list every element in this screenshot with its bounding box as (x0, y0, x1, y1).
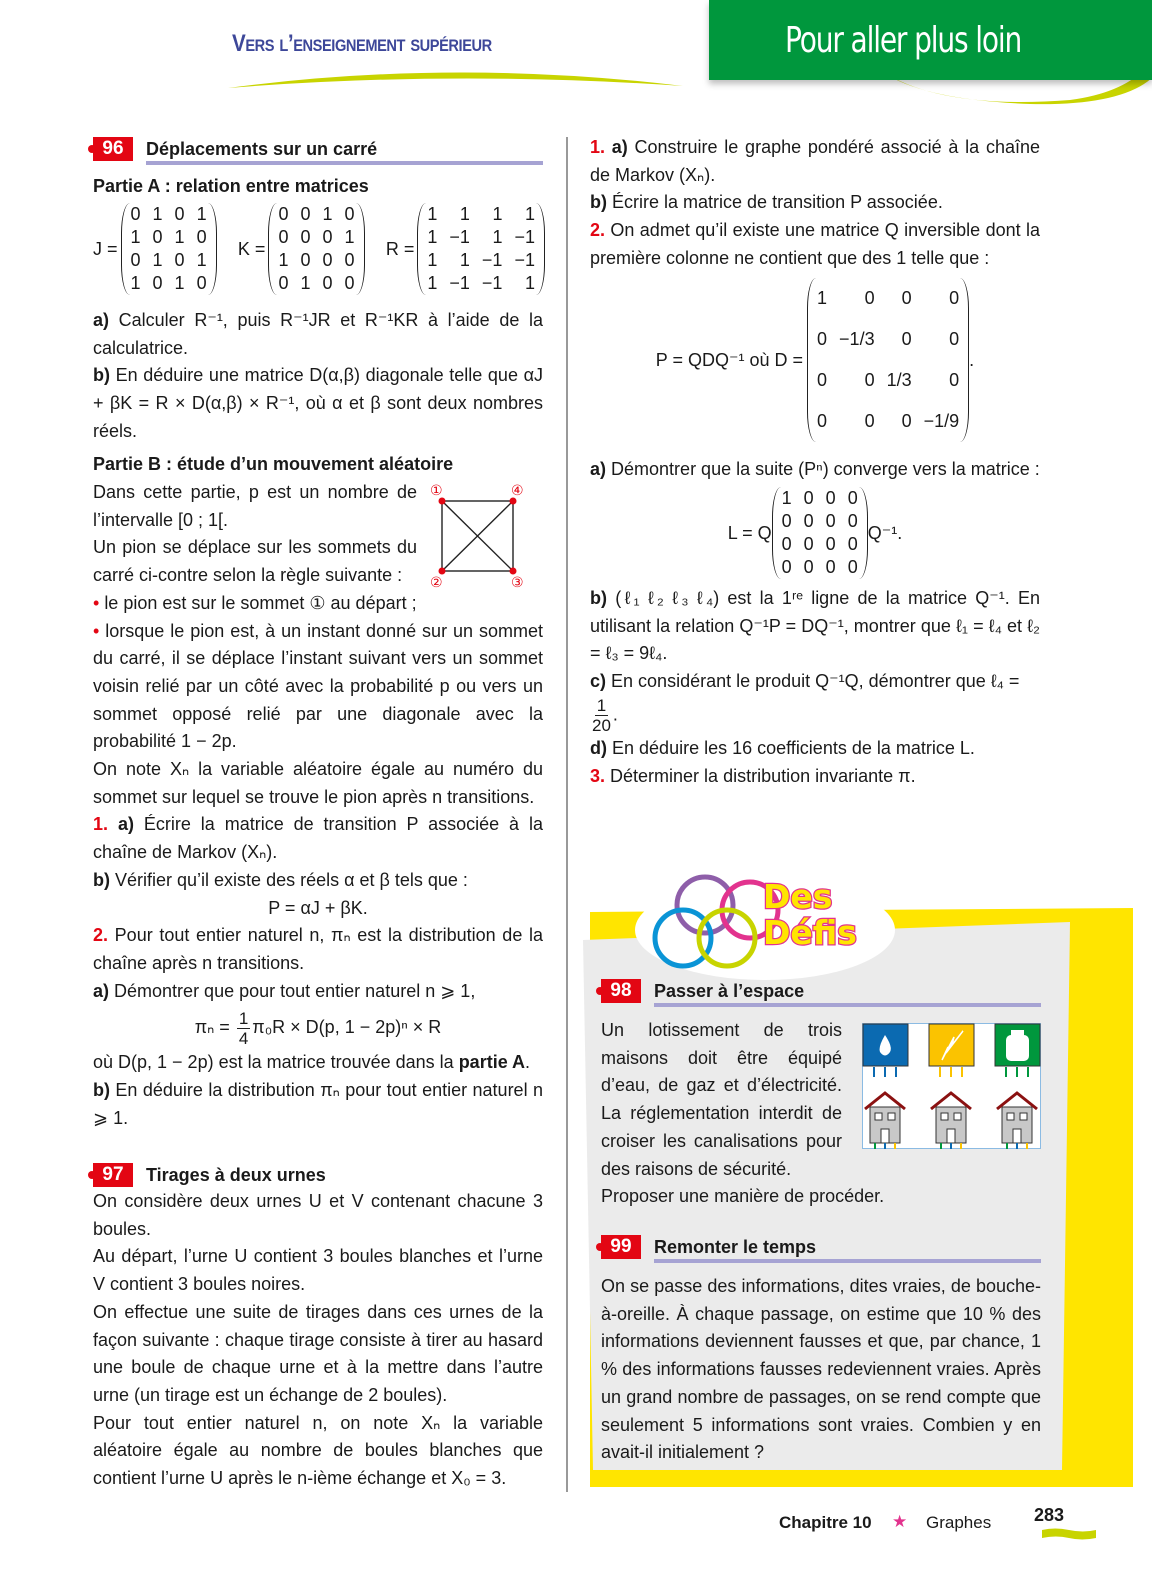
question-2: 2. Pour tout entier naturel n, πₙ est la distribution de la chaîne après n transitions. (93, 925, 543, 973)
matrix-cell: 0 (825, 557, 836, 577)
footer-chapter: Chapitre 10 (779, 1513, 872, 1532)
exercise-title: Passer à l’espace (654, 981, 805, 1001)
matrix-cell: 1 (427, 250, 438, 270)
question-2b: b) (ℓ₁ ℓ₂ ℓ₃ ℓ₄) est la 1ʳᵉ ligne de la matrice Q⁻¹. En utilisant la relation Q⁻¹P = DQ⁻¹, montrer que ℓ₁ = ℓ₄ et ℓ₂ = ℓ₃ = 9ℓ₄. (590, 588, 1040, 664)
matrix-cell: 0 (152, 227, 163, 247)
banner-title: Pour aller plus loin (785, 20, 1022, 61)
vertex-2 (439, 568, 446, 575)
left-paren (268, 203, 277, 295)
matrix-cell: 0 (847, 557, 858, 577)
bullet-item: • lorsque le pion est, à un instant donné sur un sommet du carré, il se déplace l’instant suivant vers un sommet voisin relié par un côté avec la probabilité p ou vers un sommet opposé relié par une diagonale avec la probabilité 1 − 2p. (93, 618, 543, 757)
right-paren (859, 487, 868, 579)
question-2d: d) En déduire les 16 coefficients de la matrice L. (590, 737, 975, 758)
matrix-cell: 0 (278, 227, 289, 247)
matrix-cell: 0 (901, 329, 912, 349)
part-b-title: Partie B : étude d’un mouvement aléatoire (93, 454, 454, 474)
matrix-cell: 1 (492, 204, 503, 224)
matrix-cell: 0 (278, 273, 289, 293)
bullet-item: • le pion est sur le sommet ① au départ ; (93, 590, 543, 618)
fraction: $\frac{1}{4}$ (238, 1009, 249, 1049)
text: Dans cette partie, p est un nombre de l’intervalle [0 ; 1[. (93, 482, 417, 530)
matrix-cell: −1 (449, 227, 470, 247)
matrix-cell: 1/3 (886, 370, 912, 390)
matrix-cell: 1 (130, 273, 141, 293)
matrix-cell: 0 (864, 370, 875, 390)
matrix-cell: 0 (174, 250, 185, 270)
matrix-cell: 0 (803, 557, 814, 577)
left-paren (417, 203, 426, 295)
matrix-cell: 0 (344, 273, 355, 293)
exercise-98-content (601, 1017, 1041, 1211)
exercise-98-header (601, 979, 1041, 1005)
exercise-96-questions-part1 (590, 134, 1040, 273)
matrix-name: R = (385, 238, 415, 259)
text: Pour tout entier naturel n, on note Xₙ la variable aléatoire égale au nombre de boules blanches que contient l’urne U après le n-ième échange et X₀ = 3. (93, 1412, 543, 1489)
defis-logo-text: Des (763, 877, 833, 916)
matrix-cell: 1 (174, 227, 185, 247)
matrix-cell: 0 (344, 250, 355, 270)
vertex-3 (510, 568, 517, 575)
matrix-cell: 1 (196, 204, 207, 224)
matrix-grid (130, 203, 208, 295)
text: Un pion se déplace sur les sommets du carré ci-contre selon la règle suivante : (93, 537, 417, 586)
section-title: Vers l’enseignement supérieur (232, 30, 492, 57)
part-a-questions (93, 307, 543, 446)
matrix-cell: 0 (825, 488, 836, 508)
matrix-cell: 0 (864, 411, 875, 431)
matrix-cell: −1 (514, 227, 535, 247)
formula-l: L = Q 1 0 0 0 0 0 0 0 0 0 0 0 0 0 0 0 Q⁻¹. (727, 488, 903, 577)
question-1b: b) Écrire la matrice de transition P associée. (590, 192, 943, 213)
formula-pi-n: πₙ = $\frac{1}{4}$ π₀R × D(p, 1 − 2p)ⁿ × R (194, 1009, 442, 1049)
matrix (121, 203, 217, 295)
exercise-number: 97 (93, 1163, 133, 1187)
matrix-cell: 1 (152, 250, 163, 270)
matrix-cell: 1 (524, 204, 535, 224)
matrix-cell: −1 (449, 273, 470, 293)
matrix-cell: 0 (803, 534, 814, 554)
text: On effectue une suite de tirages dans ces urnes de la façon suivante : chaque tirage consiste à tirer au hasard une boule de chaque urne et à la mettre dans l’autre urne (un tirage est un échange de 2 boules). (93, 1301, 543, 1405)
title-underline (654, 1259, 1041, 1263)
exercise-number: 98 (601, 979, 641, 1003)
column-divider (566, 137, 568, 1492)
matrix-name: J = (93, 238, 118, 259)
matrix-cell: 0 (322, 273, 333, 293)
matrix-cell: 0 (847, 511, 858, 531)
text: Un lotissement de trois maisons doit être équipé d’eau, de gaz et d’électricité. La réglementation interdit de croiser les canalisations pour des raisons de sécurité. (601, 1020, 842, 1179)
matrix-name: K = (237, 238, 266, 259)
question-3: 3. Déterminer la distribution invariante π. (590, 765, 916, 786)
matrix-cell: 1 (322, 204, 333, 224)
matrix-cell: 1 (427, 204, 438, 224)
exercise-99-content: On se passe des informations, dites vraies, de bouche-à-oreille. À chaque passage, on estime que 10 % des informations deviennent fausses et que, par chance, 1 % des informations fausses redeviennent vraies. Après un grand nombre de passages, on se rend compte que seulement 5 informations sont vraies. Combien y en avait-il initialement ? (601, 1276, 1041, 1463)
exercise-title: Tirages à deux urnes (146, 1165, 326, 1185)
title-underline (146, 161, 543, 165)
exercise-96-questions-part2 (590, 585, 1040, 790)
question-2a-note: où D(p, 1 − 2p) est la matrice trouvée dans la partie A. (93, 1052, 531, 1073)
matrix-cell: 1 (459, 204, 470, 224)
part-b-content (93, 479, 543, 1132)
matrix-cell: 0 (130, 250, 141, 270)
matrix-cell: 1 (152, 204, 163, 224)
matrix-cell: 0 (949, 329, 960, 349)
text: On note Xₙ la variable aléatoire égale au numéro du sommet sur lequel se trouve le pion après n transitions. (93, 759, 543, 807)
matrix-grid (426, 203, 536, 295)
part-a-title: Partie A : relation entre matrices (93, 176, 369, 196)
matrix-cell: 1 (524, 273, 535, 293)
matrix (772, 487, 868, 579)
matrix-cell: 1 (817, 288, 828, 308)
vertex-label-4: ④ (511, 483, 524, 499)
matrices-jkr (93, 203, 545, 295)
matrix-cell: 0 (949, 288, 960, 308)
text: On considère deux urnes U et V contenant chacune 3 boules. (93, 1191, 543, 1239)
matrix-cell: 0 (130, 204, 141, 224)
text: Au départ, l’urne U contient 3 boules blanches et l’urne V contient 3 boules noires. (93, 1246, 543, 1295)
matrix-cell: 0 (322, 250, 333, 270)
matrix-cell: 0 (803, 511, 814, 531)
matrix-cell: −1 (514, 250, 535, 270)
matrix-R (386, 203, 545, 295)
question: Proposer une manière de procéder. (601, 1186, 885, 1207)
matrix-cell: 0 (196, 273, 207, 293)
star-icon: ★ (892, 1512, 908, 1531)
matrix-cell: 0 (322, 227, 333, 247)
exercise-99-header (601, 1235, 1041, 1261)
matrix-cell: −1/9 (923, 411, 960, 431)
footer-topic: Graphes (926, 1513, 992, 1532)
matrix-cell: 1 (174, 273, 185, 293)
page-number: 283 (1034, 1505, 1065, 1525)
question-2c: c) En considérant le produit Q⁻¹Q, démontrer que ℓ₄ = $\frac{1}{20}$ . (590, 671, 1020, 735)
matrix-cell: 1 (196, 250, 207, 270)
matrix-grid (816, 278, 960, 442)
matrix-cell: 0 (825, 534, 836, 554)
vertex-label-1: ① (430, 483, 443, 499)
matrix-cell: 0 (344, 204, 355, 224)
exercise-96-header (93, 137, 543, 163)
page-number-swoosh (1042, 1528, 1096, 1540)
matrix (268, 203, 364, 295)
question-2a: a) Démontrer que pour tout entier naturel n ⩾ 1, (93, 980, 476, 1001)
matrix-cell: 0 (847, 488, 858, 508)
left-paren (772, 487, 781, 579)
question-2: 2. On admet qu’il existe une matrice Q inversible dont la première colonne ne contient que des 1 telle que : (590, 220, 1040, 268)
matrix-cell: 0 (781, 534, 792, 554)
matrix-cell: 1 (278, 250, 289, 270)
matrix-cell: 0 (817, 329, 828, 349)
matrix-cell: 0 (901, 411, 912, 431)
matrix-cell: 0 (949, 370, 960, 390)
matrix-cell: 1 (427, 273, 438, 293)
vertex-label-2: ② (430, 575, 443, 589)
matrix (807, 278, 969, 442)
matrix-cell: 0 (817, 370, 828, 390)
question-a: a) Calculer R⁻¹, puis R⁻¹JR et R⁻¹KR à l’aide de la calculatrice. (93, 310, 543, 358)
matrix-cell: 0 (781, 511, 792, 531)
matrix-cell: 0 (803, 488, 814, 508)
question-1a: 1. a) Écrire la matrice de transition P associée à la chaîne de Markov (Xₙ). (93, 814, 543, 863)
matrix-cell: 0 (781, 557, 792, 577)
matrix-cell: 1 (344, 227, 355, 247)
matrix-K (238, 203, 365, 295)
matrix-cell: 0 (300, 227, 311, 247)
right-paren (536, 203, 545, 295)
vertex-label-3: ③ (511, 575, 524, 589)
matrix-cell: 1 (130, 227, 141, 247)
matrix-cell: −1 (481, 250, 503, 270)
right-paren (208, 203, 217, 295)
defis-logo-text: Défis (763, 913, 857, 952)
question-1a: 1. a) Construire le graphe pondéré associé à la chaîne de Markov (Xₙ). (590, 137, 1040, 185)
exercise-number: 96 (93, 137, 133, 161)
utilities-houses-figure (862, 1023, 1041, 1149)
exercise-title: Déplacements sur un carré (146, 139, 378, 159)
right-paren (356, 203, 365, 295)
matrix-cell: 0 (152, 273, 163, 293)
title-swoosh (228, 66, 683, 90)
matrix-cell: −1/3 (839, 329, 875, 349)
matrix-cell: 0 (847, 534, 858, 554)
left-paren (807, 278, 816, 442)
matrix-grid (277, 203, 355, 295)
exercise-number: 99 (601, 1235, 641, 1259)
left-paren (121, 203, 130, 295)
banner-pour-aller-plus-loin (709, 0, 1152, 80)
matrix-cell: 0 (825, 511, 836, 531)
matrix-cell: 1 (427, 227, 438, 247)
matrix-cell: 1 (492, 227, 503, 247)
matrix-cell: 0 (864, 288, 875, 308)
matrix-grid (781, 487, 859, 579)
matrix-cell: −1 (481, 273, 503, 293)
matrix-cell: 0 (901, 288, 912, 308)
matrix-cell: 1 (459, 250, 470, 270)
formula: P = αJ + βK. (268, 897, 368, 918)
matrix-cell: 0 (817, 411, 828, 431)
question-2b: b) En déduire la distribution πₙ pour tout entier naturel n ⩾ 1. (93, 1080, 543, 1128)
matrix-cell: 0 (174, 204, 185, 224)
formula-p-qdq: P = QDQ⁻¹ où D = 1 0 0 0 0 −1/3 0 0 0 0 1/3 0 0 0 0 −1/9 . (590, 278, 1040, 442)
title-underline (654, 1003, 1041, 1007)
matrix-J (93, 203, 217, 295)
matrix-cell: 1 (781, 488, 792, 508)
question-b: b) En déduire une matrice D(α,β) diagonale telle que αJ + βK = R × D(α,β) × R⁻¹, où α et β sont deux nombres réels. (93, 365, 543, 441)
matrix-cell: 0 (196, 227, 207, 247)
exercise-title: Remonter le temps (654, 1237, 817, 1257)
square-graph-figure (425, 481, 543, 589)
exercise-97-header (93, 1163, 543, 1189)
exercise-97-content (93, 1188, 543, 1493)
right-paren (960, 278, 969, 442)
question-2a: a) Démontrer que la suite (Pⁿ) converge vers la matrice : (590, 459, 1040, 479)
matrix-cell: 0 (300, 250, 311, 270)
question-1b: b) Vérifier qu’il existe des réels α et β tels que : (93, 869, 468, 890)
matrix (417, 203, 545, 295)
matrix-cell: 0 (278, 204, 289, 224)
matrix-cell: 1 (300, 273, 311, 293)
matrix-cell: 0 (300, 204, 311, 224)
